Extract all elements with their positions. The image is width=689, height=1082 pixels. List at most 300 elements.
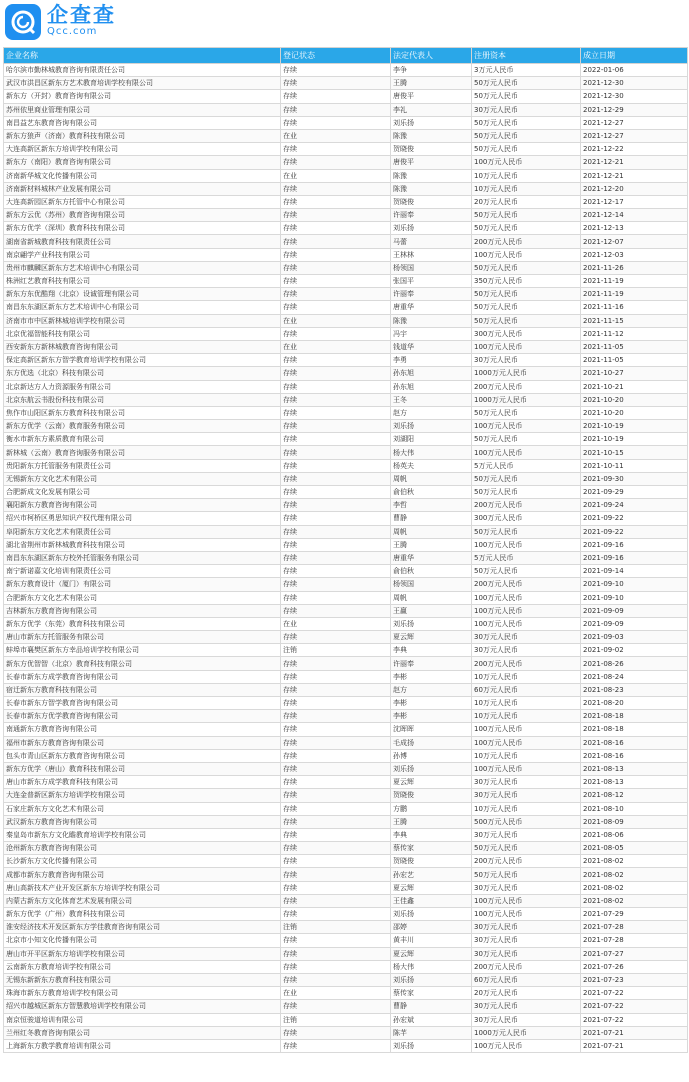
capital-cell: 50万元人民币 — [472, 77, 581, 90]
capital-cell: 50万元人民币 — [472, 143, 581, 156]
company-name-cell[interactable]: 新东方优学（东莞）教育科技有限公司 — [4, 617, 281, 630]
legal-rep-cell: 贺晓俊 — [391, 143, 472, 156]
capital-cell: 5万元人民币 — [472, 551, 581, 564]
date-cell: 2021-09-16 — [581, 551, 688, 564]
capital-cell: 30万元人民币 — [472, 644, 581, 657]
legal-rep-cell: 贺晓俊 — [391, 195, 472, 208]
status-cell: 存续 — [281, 960, 391, 973]
table-row[interactable] — [4, 1000, 688, 1013]
capital-cell: 50万元人民币 — [472, 314, 581, 327]
company-name-cell[interactable]: 新东方优学（唐山）教育科技有限公司 — [4, 762, 281, 775]
table-row[interactable] — [4, 591, 688, 604]
capital-cell: 50万元人民币 — [472, 868, 581, 881]
legal-rep-cell: 冯宇 — [391, 327, 472, 340]
legal-rep-cell: 周帆 — [391, 472, 472, 485]
company-name-cell[interactable]: 新林城（云南）教育咨询服务有限公司 — [4, 446, 281, 459]
table-row[interactable] — [4, 380, 688, 393]
company-name-cell[interactable]: 新东方东优酷翔（北京）设诚管理有限公司 — [4, 288, 281, 301]
table-row[interactable] — [4, 393, 688, 406]
company-name-cell[interactable]: 济南市市中区新林城培训学校有限公司 — [4, 314, 281, 327]
company-name-cell[interactable]: 北京新达方人力资源服务有限公司 — [4, 380, 281, 393]
table-row[interactable] — [4, 143, 688, 156]
capital-cell: 30万元人民币 — [472, 1013, 581, 1026]
table-row[interactable] — [4, 868, 688, 881]
company-name-cell[interactable]: 长春市新东方智学教育咨询有限公司 — [4, 697, 281, 710]
legal-rep-cell: 李典 — [391, 644, 472, 657]
table-row[interactable] — [4, 1026, 688, 1039]
status-cell: 存续 — [281, 143, 391, 156]
company-name-cell[interactable]: 大连金普新区新东方培训学校有限公司 — [4, 789, 281, 802]
table-row[interactable] — [4, 749, 688, 762]
table-row[interactable] — [4, 314, 688, 327]
date-cell: 2021-07-21 — [581, 1039, 688, 1052]
header-company-name: 企业名称 — [4, 48, 281, 64]
status-cell: 存续 — [281, 486, 391, 499]
status-cell: 注销 — [281, 1013, 391, 1026]
table-row[interactable] — [4, 776, 688, 789]
table-row[interactable] — [4, 129, 688, 142]
legal-rep-cell: 刘乐扬 — [391, 762, 472, 775]
company-name-cell[interactable]: 济南新华城文化传播有限公司 — [4, 169, 281, 182]
table-row[interactable] — [4, 169, 688, 182]
status-cell: 存续 — [281, 472, 391, 485]
status-cell: 存续 — [281, 815, 391, 828]
table-row[interactable] — [4, 459, 688, 472]
company-name-cell[interactable]: 无锡新东方文化艺术有限公司 — [4, 472, 281, 485]
legal-rep-cell: 许丽奉 — [391, 288, 472, 301]
company-name-cell[interactable]: 南昌益艺东教育咨询有限公司 — [4, 116, 281, 129]
company-name-cell[interactable]: 绍兴市柯桥区勇思知识产权代理有限公司 — [4, 512, 281, 525]
capital-cell: 50万元人民币 — [472, 222, 581, 235]
table-row[interactable] — [4, 789, 688, 802]
date-cell: 2021-09-30 — [581, 472, 688, 485]
status-cell: 存续 — [281, 762, 391, 775]
table-row[interactable] — [4, 90, 688, 103]
company-name-cell[interactable]: 秦皇岛市新东方文化瞻教育培训学校有限公司 — [4, 828, 281, 841]
capital-cell: 200万元人民币 — [472, 855, 581, 868]
table-row[interactable] — [4, 248, 688, 261]
table-row[interactable] — [4, 486, 688, 499]
table-row[interactable] — [4, 499, 688, 512]
company-name-cell[interactable]: 宿迁新东方教育科技有限公司 — [4, 683, 281, 696]
company-name-cell[interactable]: 合肥新东方文化艺术有限公司 — [4, 591, 281, 604]
status-cell: 存续 — [281, 1000, 391, 1013]
date-cell: 2021-08-26 — [581, 657, 688, 670]
legal-rep-cell: 李勇 — [391, 354, 472, 367]
legal-rep-cell: 李彬 — [391, 670, 472, 683]
table-row[interactable] — [4, 512, 688, 525]
table-row[interactable] — [4, 973, 688, 986]
legal-rep-cell: 蔡传家 — [391, 987, 472, 1000]
company-name-cell[interactable]: 新东方优学（云南）教育服务有限公司 — [4, 420, 281, 433]
company-name-cell[interactable]: 唐山市新东方托管服务有限公司 — [4, 631, 281, 644]
table-row[interactable] — [4, 828, 688, 841]
legal-rep-cell: 俞伯秋 — [391, 565, 472, 578]
legal-rep-cell: 陈芊 — [391, 1026, 472, 1039]
status-cell: 注销 — [281, 921, 391, 934]
legal-rep-cell: 杨大伟 — [391, 446, 472, 459]
date-cell: 2021-09-09 — [581, 617, 688, 630]
company-name-cell[interactable]: 大连高新园区新东方托管中心有限公司 — [4, 195, 281, 208]
company-name-cell[interactable]: 大连高新区新东方培训学校有限公司 — [4, 143, 281, 156]
table-row[interactable] — [4, 301, 688, 314]
company-name-cell[interactable]: 保定高新区新东方智学教育培训学校有限公司 — [4, 354, 281, 367]
legal-rep-cell: 李彬 — [391, 710, 472, 723]
legal-rep-cell: 孙东旭 — [391, 380, 472, 393]
table-row[interactable] — [4, 921, 688, 934]
company-name-cell[interactable]: 南通新东方教育咨询有限公司 — [4, 723, 281, 736]
status-cell: 存续 — [281, 947, 391, 960]
legal-rep-cell: 周帆 — [391, 525, 472, 538]
status-cell: 存续 — [281, 248, 391, 261]
company-name-cell[interactable]: 石家庄新东方文化艺术有限公司 — [4, 802, 281, 815]
date-cell: 2021-12-30 — [581, 90, 688, 103]
table-row[interactable] — [4, 947, 688, 960]
legal-rep-cell: 唐重华 — [391, 551, 472, 564]
legal-rep-cell: 王腾 — [391, 815, 472, 828]
date-cell: 2021-07-26 — [581, 960, 688, 973]
table-row[interactable] — [4, 631, 688, 644]
table-row[interactable] — [4, 644, 688, 657]
date-cell: 2021-10-20 — [581, 393, 688, 406]
table-row[interactable] — [4, 881, 688, 894]
table-row[interactable] — [4, 1039, 688, 1052]
date-cell: 2021-07-22 — [581, 987, 688, 1000]
table-row[interactable] — [4, 934, 688, 947]
table-row[interactable] — [4, 617, 688, 630]
date-cell: 2021-12-07 — [581, 235, 688, 248]
company-name-cell[interactable]: 济南新材料城林产业发展有限公司 — [4, 182, 281, 195]
status-cell: 存续 — [281, 209, 391, 222]
company-name-cell[interactable]: 贵州市麒麟区新东方艺术培训中心有限公司 — [4, 261, 281, 274]
table-row[interactable] — [4, 367, 688, 380]
legal-rep-cell: 唐重华 — [391, 301, 472, 314]
status-cell: 存续 — [281, 512, 391, 525]
company-name-cell[interactable]: 新东方教育设计（厦门）有限公司 — [4, 578, 281, 591]
legal-rep-cell: 曹静 — [391, 512, 472, 525]
company-name-cell[interactable]: 北京市小知文化传播有限公司 — [4, 934, 281, 947]
capital-cell: 50万元人民币 — [472, 116, 581, 129]
legal-rep-cell: 孙博 — [391, 749, 472, 762]
company-name-cell[interactable]: 福州市新东方教育咨询有限公司 — [4, 736, 281, 749]
qcc-logo[interactable] — [5, 4, 41, 40]
table-row[interactable] — [4, 182, 688, 195]
company-name-cell[interactable]: 湖北省荆州市新林城教育科技有限公司 — [4, 538, 281, 551]
legal-rep-cell: 刘乐扬 — [391, 116, 472, 129]
capital-cell: 50万元人民币 — [472, 433, 581, 446]
table-row[interactable] — [4, 327, 688, 340]
status-cell: 存续 — [281, 1039, 391, 1052]
qcc-logo-icon — [9, 8, 37, 36]
table-row[interactable] — [4, 762, 688, 775]
company-name-cell[interactable]: 南京翩学产业科技有限公司 — [4, 248, 281, 261]
company-name-cell[interactable]: 合肥新成文化发展有限公司 — [4, 486, 281, 499]
capital-cell: 50万元人民币 — [472, 565, 581, 578]
table-row[interactable] — [4, 1013, 688, 1026]
capital-cell: 200万元人民币 — [472, 499, 581, 512]
legal-rep-cell: 李哲 — [391, 499, 472, 512]
legal-rep-cell: 杨大伟 — [391, 960, 472, 973]
date-cell: 2021-12-13 — [581, 222, 688, 235]
date-cell: 2021-12-21 — [581, 156, 688, 169]
company-name-cell[interactable]: 贵阳新东方托管服务有限责任公司 — [4, 459, 281, 472]
capital-cell: 50万元人民币 — [472, 288, 581, 301]
company-name-cell[interactable]: 上海新东方教学教育培训有限公司 — [4, 1039, 281, 1052]
company-name-cell[interactable]: 南昌东东湖区新东方校外托管服务有限公司 — [4, 551, 281, 564]
table-row[interactable] — [4, 578, 688, 591]
table-row[interactable] — [4, 406, 688, 419]
date-cell: 2021-10-15 — [581, 446, 688, 459]
company-name-cell[interactable]: 新东方优学（深圳）教育科技有限公司 — [4, 222, 281, 235]
status-cell: 存续 — [281, 683, 391, 696]
date-cell: 2021-08-20 — [581, 697, 688, 710]
legal-rep-cell: 陈豫 — [391, 129, 472, 142]
table-row[interactable] — [4, 604, 688, 617]
table-row[interactable] — [4, 420, 688, 433]
date-cell: 2021-08-06 — [581, 828, 688, 841]
company-name-cell[interactable]: 南宁新诺嘉文化培训有限责任公司 — [4, 565, 281, 578]
table-row[interactable] — [4, 894, 688, 907]
status-cell: 存续 — [281, 697, 391, 710]
legal-rep-cell: 李典 — [391, 828, 472, 841]
date-cell: 2021-09-22 — [581, 512, 688, 525]
company-name-cell[interactable]: 包头市青山区新东方教育咨询有限公司 — [4, 749, 281, 762]
capital-cell: 300万元人民币 — [472, 512, 581, 525]
table-row[interactable] — [4, 288, 688, 301]
company-name-cell[interactable]: 苏州依里商业管理有限公司 — [4, 103, 281, 116]
table-row[interactable] — [4, 565, 688, 578]
table-row[interactable] — [4, 275, 688, 288]
status-cell: 存续 — [281, 842, 391, 855]
company-table — [3, 47, 688, 1053]
date-cell: 2021-10-20 — [581, 406, 688, 419]
header-legal-rep: 法定代表人 — [391, 48, 472, 64]
table-row[interactable] — [4, 525, 688, 538]
status-cell: 存续 — [281, 551, 391, 564]
date-cell: 2021-07-22 — [581, 1013, 688, 1026]
table-row[interactable] — [4, 354, 688, 367]
capital-cell: 60万元人民币 — [472, 683, 581, 696]
table-row[interactable] — [4, 77, 688, 90]
capital-cell: 30万元人民币 — [472, 776, 581, 789]
status-cell: 存续 — [281, 934, 391, 947]
status-cell: 存续 — [281, 288, 391, 301]
company-name-cell[interactable]: 吉林新东方教育咨询有限公司 — [4, 604, 281, 617]
date-cell: 2021-11-19 — [581, 275, 688, 288]
company-name-cell[interactable]: 成都市新东方教育咨询有限公司 — [4, 868, 281, 881]
capital-cell: 60万元人民币 — [472, 973, 581, 986]
date-cell: 2021-09-29 — [581, 486, 688, 499]
company-name-cell[interactable]: 东方优选（北京）科技有限公司 — [4, 367, 281, 380]
status-cell: 存续 — [281, 103, 391, 116]
status-cell: 存续 — [281, 1026, 391, 1039]
legal-rep-cell: 邵婷 — [391, 921, 472, 934]
table-row[interactable] — [4, 842, 688, 855]
legal-rep-cell: 贺晓俊 — [391, 789, 472, 802]
table-row[interactable] — [4, 195, 688, 208]
table-row[interactable] — [4, 116, 688, 129]
company-name-cell[interactable]: 衡水市新东方素质教育有限公司 — [4, 433, 281, 446]
company-name-cell[interactable]: 内蒙古新东方文化体育艺术发展有限公司 — [4, 894, 281, 907]
company-name-cell[interactable]: 兰州红冬教育咨询有限公司 — [4, 1026, 281, 1039]
company-name-cell[interactable]: 武汉市洪昌区新东方艺术教育培训学校有限公司 — [4, 77, 281, 90]
company-name-cell[interactable]: 西安新东方新林城教育咨询有限公司 — [4, 340, 281, 353]
table-row[interactable] — [4, 908, 688, 921]
company-name-cell[interactable]: 北京东航云书股份科技有限公司 — [4, 393, 281, 406]
company-name-cell[interactable]: 珠海市新东方教育培训学校有限公司 — [4, 987, 281, 1000]
table-row[interactable] — [4, 723, 688, 736]
capital-cell: 200万元人民币 — [472, 960, 581, 973]
date-cell: 2021-11-16 — [581, 301, 688, 314]
status-cell: 存续 — [281, 802, 391, 815]
capital-cell: 100万元人民币 — [472, 591, 581, 604]
status-cell: 存续 — [281, 894, 391, 907]
date-cell: 2021-07-21 — [581, 1026, 688, 1039]
status-cell: 存续 — [281, 789, 391, 802]
table-row[interactable] — [4, 736, 688, 749]
date-cell: 2021-08-09 — [581, 815, 688, 828]
company-name-cell[interactable]: 南昌东东湖区新东方艺术培训中心有限公司 — [4, 301, 281, 314]
table-row[interactable] — [4, 156, 688, 169]
company-name-cell[interactable]: 沧州新东方教育咨询有限公司 — [4, 842, 281, 855]
status-cell: 在业 — [281, 314, 391, 327]
company-name-cell[interactable]: 淮安经济技术开发区新东方学佳教育咨询有限公司 — [4, 921, 281, 934]
table-row[interactable] — [4, 670, 688, 683]
table-row[interactable] — [4, 855, 688, 868]
table-row[interactable] — [4, 538, 688, 551]
company-name-cell[interactable]: 南京恒骏道培训有限公司 — [4, 1013, 281, 1026]
date-cell: 2021-09-24 — [581, 499, 688, 512]
company-name-cell[interactable]: 新东方优学（广州）教育科技有限公司 — [4, 908, 281, 921]
status-cell: 存续 — [281, 367, 391, 380]
company-name-cell[interactable]: 长沙新东方文化传播有限公司 — [4, 855, 281, 868]
legal-rep-cell: 夏云辉 — [391, 776, 472, 789]
company-name-cell[interactable]: 武汉新东方教育咨询有限公司 — [4, 815, 281, 828]
legal-rep-cell: 杨领国 — [391, 578, 472, 591]
date-cell: 2021-08-10 — [581, 802, 688, 815]
table-row[interactable] — [4, 960, 688, 973]
company-name-cell[interactable]: 长春市新东方成学教育咨询有限公司 — [4, 670, 281, 683]
table-row[interactable] — [4, 551, 688, 564]
table-row[interactable] — [4, 446, 688, 459]
table-row[interactable] — [4, 261, 688, 274]
date-cell: 2021-09-10 — [581, 578, 688, 591]
company-name-cell[interactable]: 株洲红艺教育科技有限公司 — [4, 275, 281, 288]
date-cell: 2021-11-05 — [581, 354, 688, 367]
capital-cell: 10万元人民币 — [472, 670, 581, 683]
date-cell: 2021-08-12 — [581, 789, 688, 802]
company-name-cell[interactable]: 唐山市新东方成学教育科技有限公司 — [4, 776, 281, 789]
capital-cell: 100万元人民币 — [472, 723, 581, 736]
status-cell: 存续 — [281, 723, 391, 736]
table-row[interactable] — [4, 340, 688, 353]
company-name-cell[interactable]: 新东方优智智（北京）教育科技有限公司 — [4, 657, 281, 670]
status-cell: 存续 — [281, 631, 391, 644]
legal-rep-cell: 赵方 — [391, 683, 472, 696]
table-row[interactable] — [4, 802, 688, 815]
company-name-cell[interactable]: 襄阳新东方教育咨询有限公司 — [4, 499, 281, 512]
table-row[interactable] — [4, 103, 688, 116]
date-cell: 2021-07-27 — [581, 947, 688, 960]
table-row[interactable] — [4, 683, 688, 696]
date-cell: 2021-12-30 — [581, 77, 688, 90]
table-row[interactable] — [4, 222, 688, 235]
date-cell: 2021-08-23 — [581, 683, 688, 696]
date-cell: 2021-09-22 — [581, 525, 688, 538]
header-status: 登记状态 — [281, 48, 391, 64]
company-name-cell[interactable]: 新东方（南阳）教育咨询有限公司 — [4, 156, 281, 169]
capital-cell: 30万元人民币 — [472, 828, 581, 841]
company-name-cell[interactable]: 阜阳新东方文化艺术有限责任公司 — [4, 525, 281, 538]
table-row[interactable] — [4, 657, 688, 670]
company-name-cell[interactable]: 北京优福智能科技有限公司 — [4, 327, 281, 340]
table-row[interactable] — [4, 209, 688, 222]
legal-rep-cell: 马蕾 — [391, 235, 472, 248]
capital-cell: 50万元人民币 — [472, 209, 581, 222]
company-name-cell[interactable]: 新东方（开封）教育咨询有限公司 — [4, 90, 281, 103]
capital-cell: 50万元人民币 — [472, 472, 581, 485]
date-cell: 2021-10-27 — [581, 367, 688, 380]
company-name-cell[interactable]: 唐山高新技术产业开发区新东方培训学校有限公司 — [4, 881, 281, 894]
capital-cell: 10万元人民币 — [472, 697, 581, 710]
company-name-cell[interactable]: 新东方狼声（济南）教育科技有限公司 — [4, 129, 281, 142]
status-cell: 存续 — [281, 776, 391, 789]
table-row[interactable] — [4, 433, 688, 446]
status-cell: 存续 — [281, 446, 391, 459]
legal-rep-cell: 陈豫 — [391, 169, 472, 182]
capital-cell: 50万元人民币 — [472, 842, 581, 855]
status-cell: 存续 — [281, 565, 391, 578]
table-row[interactable] — [4, 815, 688, 828]
date-cell: 2021-08-16 — [581, 736, 688, 749]
table-row[interactable] — [4, 472, 688, 485]
capital-cell: 30万元人民币 — [472, 1000, 581, 1013]
date-cell: 2021-08-02 — [581, 881, 688, 894]
company-name-cell[interactable]: 云南新东方教育培训学校有限公司 — [4, 960, 281, 973]
date-cell: 2021-09-09 — [581, 604, 688, 617]
table-row[interactable] — [4, 235, 688, 248]
status-cell: 在业 — [281, 169, 391, 182]
company-name-cell[interactable]: 新东方云优（苏州）教育咨询有限公司 — [4, 209, 281, 222]
date-cell: 2021-09-16 — [581, 538, 688, 551]
table-row[interactable] — [4, 697, 688, 710]
legal-rep-cell: 曹静 — [391, 1000, 472, 1013]
capital-cell: 20万元人民币 — [472, 987, 581, 1000]
date-cell: 2021-08-18 — [581, 710, 688, 723]
company-name-cell[interactable]: 绍兴市越城区新东方智慧教培训学校有限公司 — [4, 1000, 281, 1013]
table-row[interactable] — [4, 710, 688, 723]
company-name-cell[interactable]: 蚌埠市襄樊区新东方幸品培训学校有限公司 — [4, 644, 281, 657]
table-row[interactable] — [4, 64, 688, 77]
legal-rep-cell: 刘乐扬 — [391, 1039, 472, 1052]
company-name-cell[interactable]: 长春市新东方优学教育咨询有限公司 — [4, 710, 281, 723]
status-cell: 存续 — [281, 525, 391, 538]
legal-rep-cell: 夏云辉 — [391, 881, 472, 894]
table-row[interactable] — [4, 987, 688, 1000]
company-name-cell[interactable]: 无锡东新新东方教育科技有限公司 — [4, 973, 281, 986]
legal-rep-cell: 李彬 — [391, 697, 472, 710]
date-cell: 2021-12-03 — [581, 248, 688, 261]
company-name-cell[interactable]: 唐山市开平区新东方培训学校有限公司 — [4, 947, 281, 960]
capital-cell: 50万元人民币 — [472, 90, 581, 103]
capital-cell: 50万元人民币 — [472, 486, 581, 499]
company-name-cell[interactable]: 焦作市山阳区新东方教育科技有限公司 — [4, 406, 281, 419]
company-name-cell[interactable]: 哈尔滨市勤林城教育咨询有限责任公司 — [4, 64, 281, 77]
company-name-cell[interactable]: 湖南省新城教育科技有限责任公司 — [4, 235, 281, 248]
legal-rep-cell: 王冬 — [391, 393, 472, 406]
capital-cell: 100万元人民币 — [472, 340, 581, 353]
status-cell: 存续 — [281, 538, 391, 551]
